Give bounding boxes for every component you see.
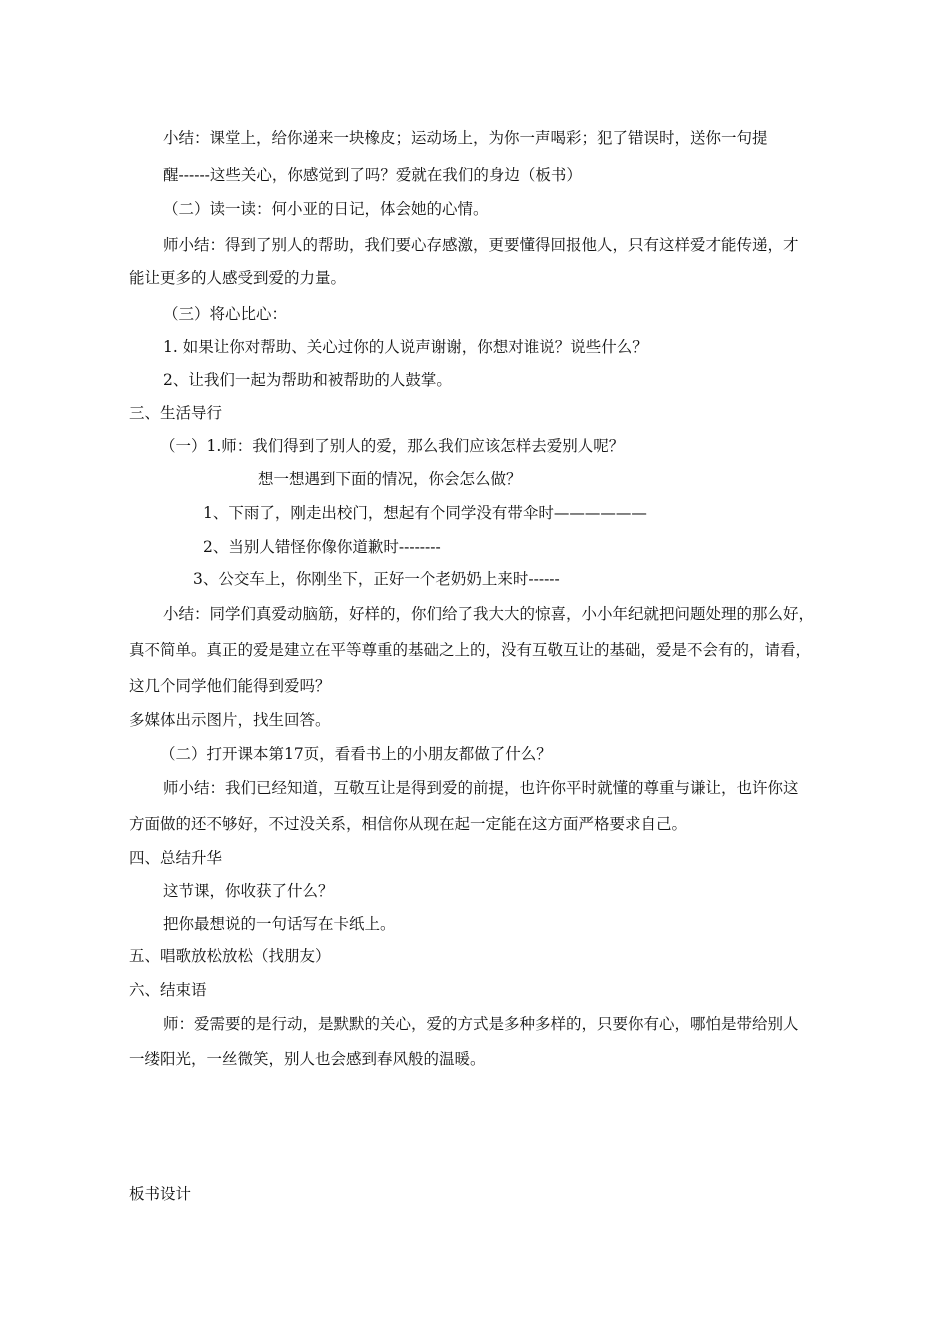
text-line: 3、公交车上，你刚坐下，正好一个老奶奶上来时------ [193,570,560,588]
text-line: 师小结：我们已经知道，互敬互让是得到爱的前提，也许你平时就懂的尊重与谦让，也许你这 [163,779,799,797]
text-line: 2、让我们一起为帮助和被帮助的人鼓掌。 [163,371,452,389]
text-line: （三）将心比心： [163,305,288,323]
section-heading: 六、结束语 [129,981,207,999]
text-line: 想一想遇到下面的情况，你会怎么做？ [258,470,522,488]
text-line: 师小结：得到了别人的帮助，我们要心存感激，更要懂得回报他人，只有这样爱才能传递，才 [163,236,799,254]
text-line: 能让更多的人感受到爱的力量。 [129,269,347,287]
text-line: （一）1.师：我们得到了别人的爱，那么我们应该怎样去爱别人呢？ [160,437,625,455]
text-line: （二）读一读：何小亚的日记，体会她的心情。 [163,200,489,218]
text-line: 师：爱需要的是行动，是默默的关心，爱的方式是多种多样的，只要你有心，哪怕是带给别人 [163,1015,799,1033]
text-line: 小结：同学们真爱动脑筋，好样的，你们给了我大大的惊喜，小小年纪就把问题处理的那么好， [163,605,815,623]
text-line: 一缕阳光，一丝微笑，别人也会感到春风般的温暖。 [129,1050,486,1068]
text-line: 方面做的还不够好，不过没关系，相信你从现在起一定能在这方面严格要求自己。 [129,815,688,833]
text-line: 1. 如果让你对帮助、关心过你的人说声谢谢，你想对谁说？说些什么？ [163,338,648,356]
section-heading: 五、唱歌放松放松（找朋友） [129,947,331,965]
section-heading: 三、生活导行 [129,404,223,422]
text-line: 2、当别人错怪你像你道歉时-------- [203,538,441,556]
text-line: 真不简单。真正的爱是建立在平等尊重的基础之上的，没有互敬互让的基础，爱是不会有的，请看， [129,641,812,659]
text-line: 这几个同学他们能得到爱吗？ [129,677,331,695]
board-design-heading: 板书设计 [129,1185,192,1203]
section-heading: 四、总结升华 [129,849,223,867]
text-line: 把你最想说的一句话写在卡纸上。 [163,915,396,933]
text-line: 1、下雨了，刚走出校门，想起有个同学没有带伞时—————— [203,504,647,522]
text-line: 多媒体出示图片，找生回答。 [129,711,331,729]
text-line: 这节课，你收获了什么？ [163,882,334,900]
text-line: 醒------这些关心，你感觉到了吗？爱就在我们的身边（板书） [163,166,582,184]
text-line: （二）打开课本第17页，看看书上的小朋友都做了什么？ [160,745,552,763]
text-line: 小结：课堂上，给你递来一块橡皮；运动场上，为你一声喝彩；犯了错误时，送你一句提 [163,129,768,147]
